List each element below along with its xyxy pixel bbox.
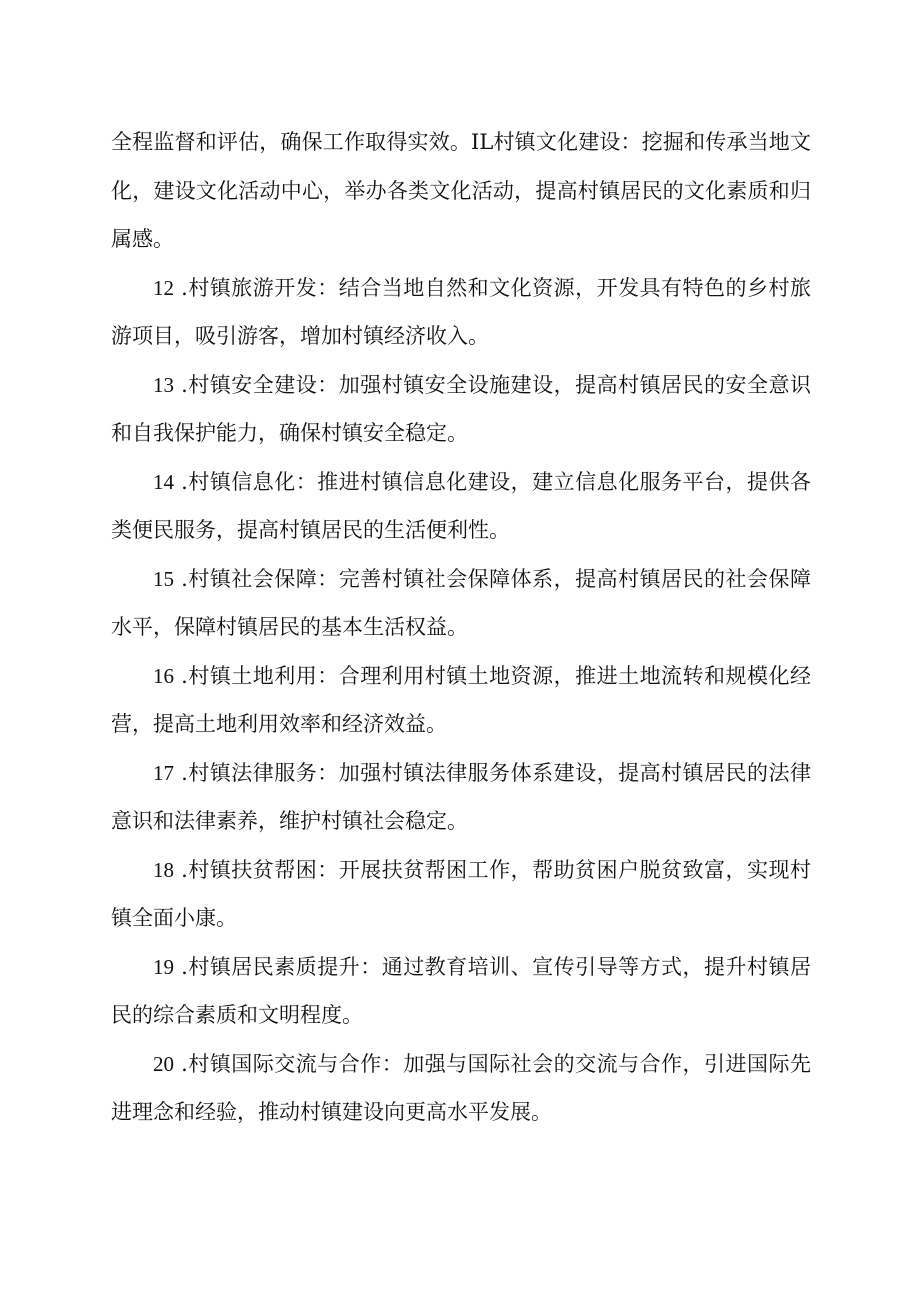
list-item-15 [111, 555, 811, 652]
item-text: .村镇法律服务：加强村镇法律服务体系建设，提高村镇居民的法律意识和法律素养，维护村镇社会稳定。 [111, 760, 811, 833]
item-number: 18 [153, 857, 174, 882]
paragraph-continuation [111, 118, 811, 264]
item-text: .村镇旅游开发：结合当地自然和文化资源，开发具有特色的乡村旅游项目，吸引游客，增加村镇经济收入。 [111, 275, 811, 348]
item-number: 12 [153, 275, 174, 300]
item-text: .村镇信息化：推进村镇信息化建设，建立信息化服务平台，提供各类便民服务，提高村镇居民的生活便利性。 [111, 469, 811, 542]
item-text: .村镇居民素质提升：通过教育培训、宣传引导等方式，提升村镇居民的综合素质和文明程度。 [111, 954, 811, 1027]
item-text: .村镇社会保障：完善村镇社会保障体系，提高村镇居民的社会保障水平，保障村镇居民的基本生活权益。 [111, 566, 811, 639]
item-number: 14 [153, 469, 174, 494]
paragraph-text: 全程监督和评估，确保工作取得实效。IL村镇文化建设：挖掘和传承当地文化，建设文化活动中心，举办各类文化活动，提高村镇居民的文化素质和归属感。 [111, 130, 811, 251]
item-text: .村镇土地利用：合理利用村镇土地资源，推进土地流转和规模化经营，提高土地利用效率和经济效益。 [111, 663, 811, 736]
item-number: 19 [153, 954, 174, 979]
list-item-13 [111, 361, 811, 458]
list-item-16 [111, 652, 811, 749]
item-number: 16 [153, 663, 174, 688]
item-text: .村镇国际交流与合作：加强与国际社会的交流与合作，引进国际先进理念和经验，推动村镇建设向更高水平发展。 [111, 1051, 811, 1124]
list-item-20 [111, 1040, 811, 1137]
list-item-14 [111, 458, 811, 555]
item-text: .村镇安全建设：加强村镇安全设施建设，提高村镇居民的安全意识和自我保护能力，确保村镇安全稳定。 [111, 372, 811, 445]
item-number: 13 [153, 372, 174, 397]
list-item-19 [111, 943, 811, 1040]
list-item-18 [111, 846, 811, 943]
item-text: .村镇扶贫帮困：开展扶贫帮困工作，帮助贫困户脱贫致富，实现村镇全面小康。 [111, 857, 811, 930]
list-item-17 [111, 749, 811, 846]
list-item-12 [111, 264, 811, 361]
item-number: 17 [153, 760, 174, 785]
item-number: 15 [153, 566, 174, 591]
document-body [111, 118, 811, 1137]
item-number: 20 [153, 1051, 174, 1076]
